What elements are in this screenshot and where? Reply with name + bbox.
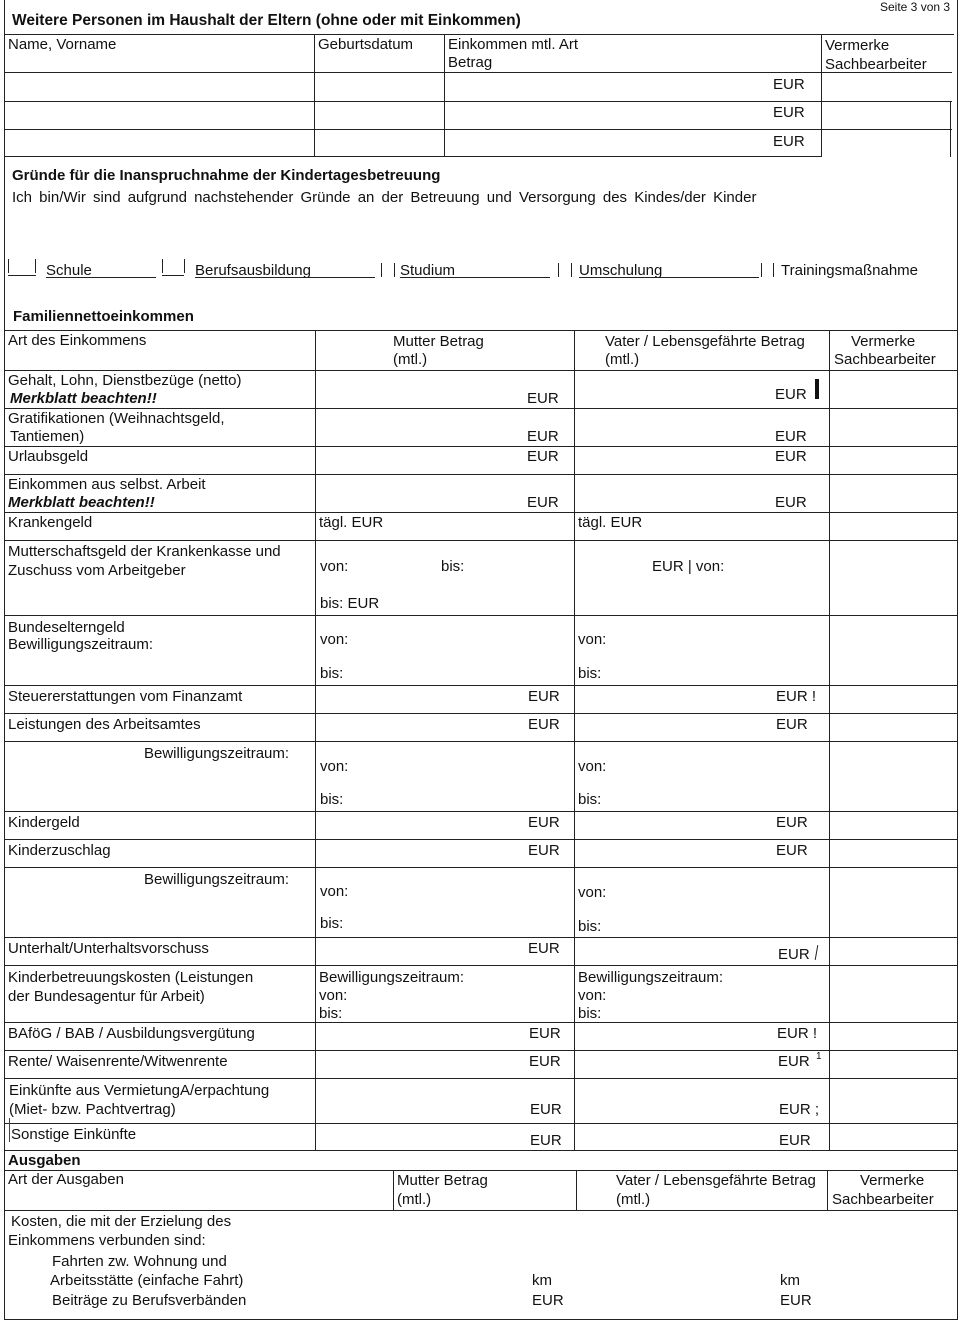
childsupp-father-von: von: [578, 884, 607, 901]
row-vacation: Urlaubsgeld [8, 448, 89, 465]
parental-father-bis: bis: [578, 665, 602, 682]
care-mother-period: Bewilligungszeitraum: [319, 969, 465, 986]
salary-mother-eur: EUR [527, 390, 559, 407]
col-name: Name, Vorname [8, 36, 117, 53]
reason-studies[interactable]: Studium [400, 262, 456, 279]
row-maternity-2: Zuschuss vom Arbeitgeber [8, 562, 186, 579]
row-gratifications-2: Tantiemen) [10, 428, 85, 445]
row-costs: Kosten, die mit der Erzielung des [11, 1213, 232, 1230]
household-eur-3: EUR [773, 133, 805, 150]
row-parental: Bundeselterngeld [8, 619, 125, 636]
col-expense-type: Art der Ausgaben [8, 1171, 124, 1188]
tax-father-eur: EUR ! [776, 688, 817, 705]
exp-col-mother: Mutter Betrag [397, 1172, 488, 1189]
row-commute: Fahrten zw. Wohnung und [52, 1253, 227, 1270]
care-father-bis: bis: [578, 1005, 602, 1022]
childsupp-period: Bewilligungszeitraum: [144, 871, 290, 888]
care-father-period: Bewilligungszeitraum: [578, 969, 724, 986]
row-childcare-2: der Bundesagentur für Arbeit) [8, 988, 205, 1005]
row-costs-2: Einkommens verbunden sind: [8, 1232, 206, 1249]
row-tax-refund: Steuererstattungen vom Finanzamt [8, 688, 243, 705]
household-eur-1: EUR [773, 76, 805, 93]
self-mother-eur: EUR [527, 494, 559, 511]
bafoeg-father-eur: EUR ! [777, 1025, 818, 1042]
commute-mother-km: km [532, 1272, 552, 1289]
parental-mother-bis: bis: [320, 665, 344, 682]
col-father: Vater / Lebensgefährte Betrag [605, 333, 805, 350]
row-salary: Gehalt, Lohn, Dienstbezüge (netto) [8, 372, 242, 389]
maternity-bis: bis: [441, 558, 465, 575]
col-income: Einkommen mtl. Art [448, 36, 579, 53]
income-title: Familiennettoeinkommen [13, 308, 194, 325]
page-number: Seite 3 von 3 [880, 0, 951, 14]
employment-period: Bewilligungszeitraum: [144, 745, 290, 762]
childbenefit-father-eur: EUR [776, 814, 808, 831]
sick-mother: tägl. EUR [319, 514, 384, 531]
vacation-mother-eur: EUR [527, 448, 559, 465]
row-maintenance: Unterhalt/Unterhaltsvorschuss [8, 940, 209, 957]
exp-col-notes: Vermerke [860, 1172, 925, 1189]
row-maternity: Mutterschaftsgeld der Krankenkasse und [8, 543, 281, 560]
row-other: Sonstige Einkünfte [11, 1126, 137, 1143]
reason-training[interactable]: Trainingsmaßnahme [781, 262, 918, 279]
col-income-clerk: Sachbearbeiter [834, 351, 936, 368]
employment-mother-von: von: [320, 758, 349, 775]
row-rental: Einkünfte aus VermietungA/erpachtung [9, 1082, 270, 1099]
exp-col-mother-mtl: (mtl.) [397, 1191, 432, 1208]
employment-father-bis: bis: [578, 791, 602, 808]
commute-father-km: km [780, 1272, 800, 1289]
sick-father: tägl. EUR [578, 514, 643, 531]
employment-father-eur: EUR [776, 716, 808, 733]
parental-father-von: von: [578, 631, 607, 648]
self-father-eur: EUR [775, 494, 807, 511]
pension-mother-eur: EUR [529, 1053, 561, 1070]
row-rental-2: (Miet- bzw. Pachtvertrag) [9, 1101, 176, 1118]
maternity-eur-von: EUR | von: [652, 558, 725, 575]
employment-mother-eur: EUR [528, 716, 560, 733]
parental-mother-von: von: [320, 631, 349, 648]
household-eur-2: EUR [773, 104, 805, 121]
mark [815, 379, 819, 399]
salary-father-eur: EUR [775, 386, 807, 403]
row-self-note: Merkblatt beachten!! [8, 494, 155, 511]
childsupp-father-bis: bis: [578, 918, 602, 935]
col-amount: Betrag [448, 54, 493, 71]
pension-father-eur: EUR [778, 1053, 810, 1070]
row-child-supplement: Kinderzuschlag [8, 842, 111, 859]
row-childcare: Kinderbetreuungskosten (Leistungen [8, 969, 254, 986]
childsupp-mother-von: von: [320, 883, 349, 900]
row-employment: Leistungen des Arbeitsamtes [8, 716, 201, 733]
childsupp-father-eur: EUR [776, 842, 808, 859]
reasons-title: Gründe für die Inanspruchnahme der Kindertagesbetreuung [12, 167, 441, 184]
vacation-father-eur: EUR [775, 448, 807, 465]
row-pension: Rente/ Waisenrente/Witwenrente [8, 1053, 228, 1070]
row-bafoeg: BAföG / BAB / Ausbildungsvergütung [8, 1025, 255, 1042]
row-salary-note: Merkblatt beachten!! [10, 390, 157, 407]
expenses-title: Ausgaben [8, 1152, 81, 1169]
col-notes: Vermerke [825, 37, 890, 54]
care-mother-von: von: [319, 987, 348, 1004]
col-mother-mtl: (mtl.) [393, 351, 428, 368]
grat-father-eur: EUR [775, 428, 807, 445]
unions-father-eur: EUR [780, 1292, 812, 1309]
reason-school[interactable]: Schule [46, 262, 92, 279]
exp-col-father: Vater / Lebensgefährte Betrag [616, 1172, 816, 1189]
col-income-type: Art des Einkommens [8, 332, 147, 349]
col-father-mtl: (mtl.) [605, 351, 640, 368]
maintenance-mother-eur: EUR [528, 940, 560, 957]
childbenefit-mother-eur: EUR [528, 814, 560, 831]
exp-col-father-mtl: (mtl.) [616, 1191, 651, 1208]
household-title: Weitere Personen im Haushalt der Eltern (ohne oder mit Einkommen) [12, 12, 521, 29]
row-child-benefit: Kindergeld [8, 814, 80, 831]
maintenance-father-eur: EUR [778, 946, 810, 963]
rent-mother-eur: EUR [530, 1101, 562, 1118]
col-clerk: Sachbearbeiter [825, 56, 927, 73]
bafoeg-mother-eur: EUR [529, 1025, 561, 1042]
other-mother-eur: EUR [530, 1132, 562, 1149]
row-sick-pay: Krankengeld [8, 514, 93, 531]
grat-mother-eur: EUR [527, 428, 559, 445]
mark [9, 1118, 10, 1142]
maternity-von: von: [320, 558, 349, 575]
employment-father-von: von: [578, 758, 607, 775]
care-father-von: von: [578, 987, 607, 1004]
row-self-employed: Einkommen aus selbst. Arbeit [8, 476, 206, 493]
reasons-text: Ich bin/Wir sind aufgrund nachstehender Gründe an der Betreuung und Versorgung des Kindes/der Kinder [12, 189, 757, 206]
row-parental-period: Bewilligungszeitraum: [8, 636, 154, 653]
reason-apprenticeship[interactable]: Berufsausbildung [195, 262, 311, 279]
employment-mother-bis: bis: [320, 791, 344, 808]
row-gratifications: Gratifikationen (Weihnachtsgeld, [8, 410, 225, 427]
pension-mark: 1 [816, 1051, 822, 1062]
other-father-eur: EUR [779, 1132, 811, 1149]
tax-mother-eur: EUR [528, 688, 560, 705]
exp-col-clerk: Sachbearbeiter [832, 1191, 934, 1208]
col-mother: Mutter Betrag [393, 333, 484, 350]
unions-mother-eur: EUR [532, 1292, 564, 1309]
col-birthdate: Geburtsdatum [318, 36, 414, 53]
row-commute-2: Arbeitsstätte (einfache Fahrt) [50, 1272, 244, 1289]
rent-father-eur: EUR ; [779, 1101, 820, 1118]
col-income-notes: Vermerke [851, 333, 916, 350]
maternity-bis-eur: bis: EUR [320, 595, 380, 612]
row-unions: Beiträge zu Berufsverbänden [52, 1292, 247, 1309]
childsupp-mother-eur: EUR [528, 842, 560, 859]
reason-retraining[interactable]: Umschulung [579, 262, 663, 279]
care-mother-bis: bis: [319, 1005, 343, 1022]
childsupp-mother-bis: bis: [320, 915, 344, 932]
